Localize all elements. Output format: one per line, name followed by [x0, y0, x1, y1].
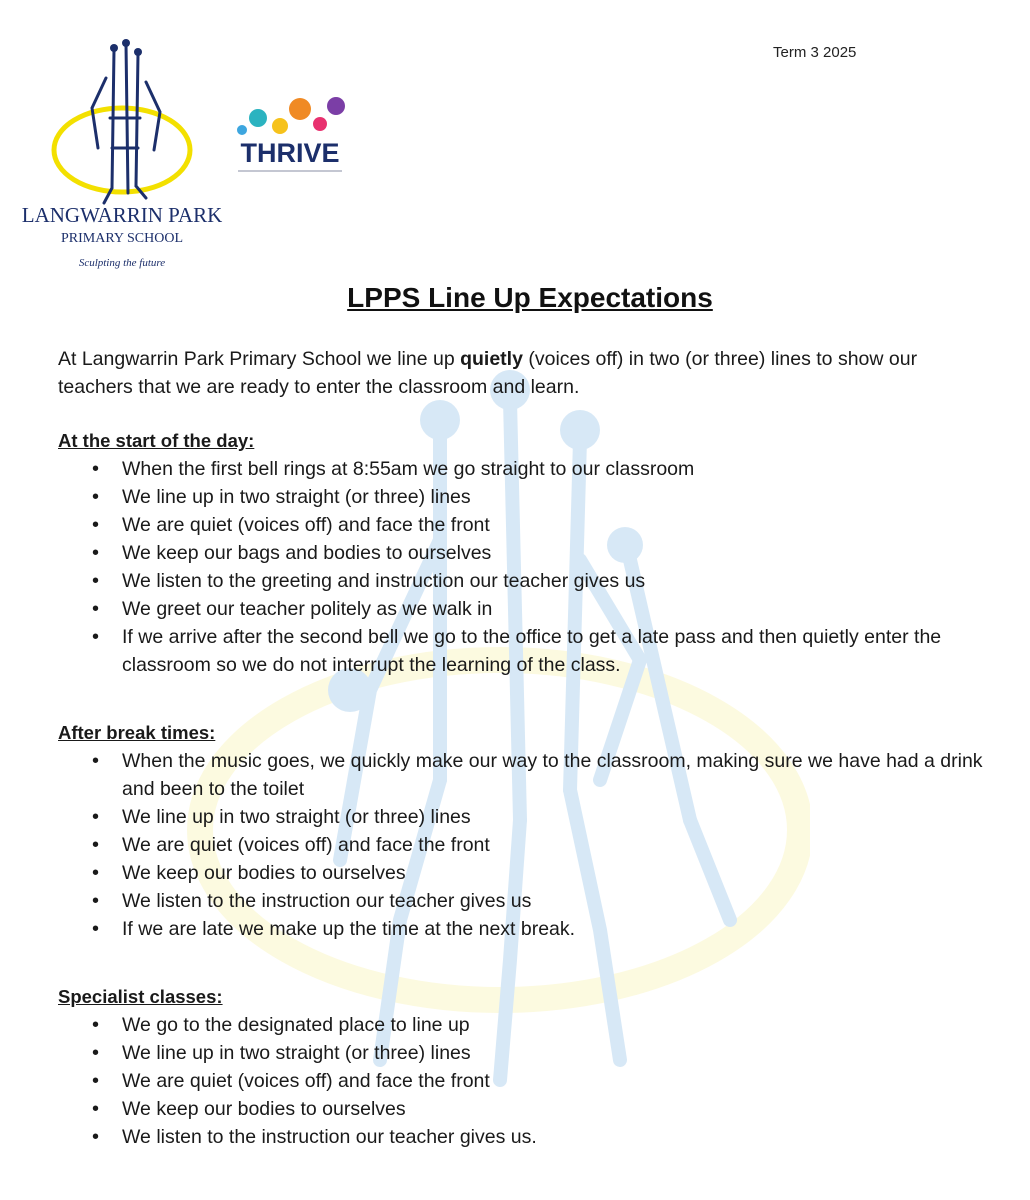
section-heading: Specialist classes: — [58, 986, 223, 1007]
rule-list — [58, 455, 993, 679]
list-item: • If we arrive after the second bell we go to the office to get a late pass and then quietly enter the classroom so we do not interrupt the learning of the class. — [122, 623, 993, 679]
list-item: • We line up in two straight (or three) lines — [122, 483, 993, 511]
list-item: • We are quiet (voices off) and face the front — [122, 831, 993, 859]
intro-text-end: (voices off) in two (or three) lines to show our teachers that we are ready to enter the classroom and learn. — [58, 348, 918, 398]
list-item: • We listen to the instruction our teacher gives us. — [122, 1123, 993, 1151]
intro-paragraph — [58, 345, 993, 401]
term-label: Term 3 2025 — [773, 44, 857, 61]
list-item: • We go to the designated place to line up — [122, 1011, 993, 1039]
rule-list — [58, 1011, 993, 1151]
list-item: • When the music goes, we quickly make our way to the classroom, making sure we have had a drink and been to the toilet — [122, 747, 993, 803]
intro-emphasis: quietly — [460, 348, 523, 370]
list-item: • We line up in two straight (or three) lines — [122, 803, 993, 831]
intro-text-start: At Langwarrin Park Primary School we line up — [58, 348, 461, 370]
thrive-logo — [232, 92, 352, 178]
list-item: • When the first bell rings at 8:55am we go straight to our classroom — [122, 455, 993, 483]
list-item: • We listen to the greeting and instruction our teacher gives us — [122, 567, 993, 595]
list-item: • We keep our bags and bodies to ourselves — [122, 539, 993, 567]
section-heading: After break times: — [58, 722, 216, 743]
section-start-of-day — [58, 427, 993, 679]
page-title: LPPS Line Up Expectations — [347, 282, 713, 313]
section-heading: At the start of the day: — [58, 430, 255, 451]
rule-list — [58, 747, 993, 943]
list-item: • We keep our bodies to ourselves — [122, 859, 993, 887]
school-name-line2: PRIMARY SCHOOL — [60, 231, 184, 246]
thrive-wordmark: THRIVE — [240, 138, 340, 168]
thrive-dots-icon — [232, 92, 352, 178]
document-body — [58, 345, 993, 1151]
section-after-break — [58, 719, 993, 943]
list-item: • We line up in two straight (or three) lines — [122, 1039, 993, 1067]
list-item: • We greet our teacher politely as we walk in — [122, 595, 993, 623]
school-crest-icon — [14, 38, 230, 273]
list-item: • We are quiet (voices off) and face the front — [122, 511, 993, 539]
list-item: • We are quiet (voices off) and face the front — [122, 1067, 993, 1095]
school-logo — [14, 38, 230, 273]
list-item: • We listen to the instruction our teacher gives us — [122, 887, 993, 915]
list-item: • We keep our bodies to ourselves — [122, 1095, 993, 1123]
section-specialist — [58, 983, 993, 1151]
school-name-line1: LANGWARRIN PARK — [21, 203, 223, 227]
school-motto: Sculpting the future — [78, 257, 166, 269]
list-item: • If we are late we make up the time at the next break. — [122, 915, 993, 943]
